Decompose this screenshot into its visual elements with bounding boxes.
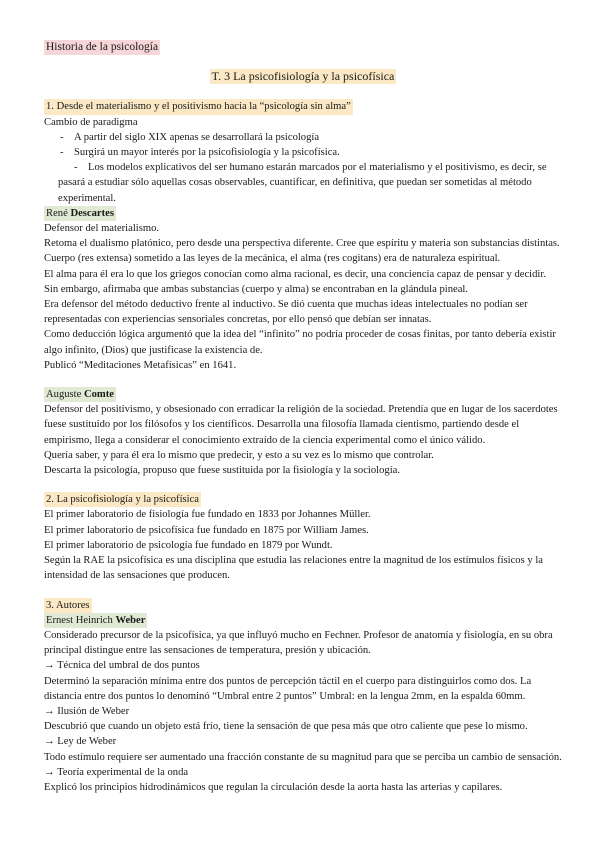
spacer xyxy=(44,478,562,492)
arrow-item-title xyxy=(44,734,562,749)
arrow-item-title xyxy=(44,704,562,719)
person-last-name: Weber xyxy=(115,614,146,626)
document-subtitle: T. 3 La psicofisiología y la psicofísica xyxy=(211,69,395,84)
paragraph: Retoma el dualismo platónico, pero desde una perspectiva diferente. Cree que espíritu y materia son substancias distintas. Cuerpo (res extensa) sometido a las leyes de la mecánica, el alma (res cogitans) era de naturaleza espiritual. xyxy=(44,238,560,265)
spacer xyxy=(44,373,562,387)
item-title: Teoría experimental de la onda xyxy=(57,766,189,778)
paragraph: Era defensor del método deductivo frente al inductivo. Se dió cuenta que muchas ideas intelectuales no podían ser representadas con experiencias sensoriales concretas, por ello pensó que debían ser innatas. xyxy=(44,299,528,326)
paragraph: Quería saber, y para él era lo mismo que predecir, y esto a su vez es lo mismo que controlar. xyxy=(44,449,434,461)
paradigm-label: Cambio de paradigma xyxy=(44,116,138,128)
paragraph: Descubrió que cuando un objeto está frío, tiene la sensación de que pesa más que otro caliente que pese lo mismo. xyxy=(44,721,528,733)
list-item: - A partir del siglo XIX apenas se desarrollará la psicología xyxy=(60,130,562,145)
paragraph: El primer laboratorio de fisiología fue fundado en 1833 por Johannes Müller. xyxy=(44,509,371,521)
paragraph: Descarta la psicología, propuso que fuese sustituida por la fisiología y la sociología. xyxy=(44,465,400,477)
person-heading-comte xyxy=(44,387,116,402)
section-3-heading: 3. Autores xyxy=(44,598,92,613)
paragraph: Publicó “Meditaciones Metafísicas” en 1641. xyxy=(44,359,237,371)
list-item: - Surgirá un mayor interés por la psicofisiología y la psicofísica. xyxy=(60,145,562,160)
person-first-name: Ernest Heinrich xyxy=(46,614,113,626)
list-item: - Los modelos explicativos del ser humano estarán marcados por el materialismo y el positivismo, es decir, se pasará a estudiar sólo aquellas cosas observables, cuantificar, en definitiva, que puedan ser sometidas al método experimental. xyxy=(44,160,562,206)
person-first-name: Auguste xyxy=(46,389,82,401)
spacer xyxy=(44,584,562,598)
paragraph: Según la RAE la psicofísica es una disciplina que estudia las relaciones entre la magnitud de los estímulos físicos y la intensidad de las sensaciones que producen. xyxy=(44,555,543,582)
item-title: Técnica del umbral de dos puntos xyxy=(57,660,200,672)
subtitle-wrap xyxy=(44,69,562,85)
section-1-heading: 1. Desde el materialismo y el positivismo hacia la “psicología sin alma” xyxy=(44,99,353,114)
paragraph: Defensor del positivismo, y obsesionado con erradicar la religión de la sociedad. Pretendía que en lugar de los sacerdotes fuese sustituido por los filósofos y los científicos. Desarrolla una filosofía llamada cientismo, partiendo desde el empirismo, llega a considerar el conocimiento extraído de la ciencia experimental como el único válido. xyxy=(44,404,558,446)
item-title: Ilusión de Weber xyxy=(57,705,130,717)
paragraph: Considerado precursor de la psicofísica, ya que influyó mucho en Fechner. Profesor de anatomía y fisiología, en su obra principal distingue entre las sensaciones de temperatura, presión y ubicación. xyxy=(44,629,553,657)
arrow-item-title xyxy=(44,658,562,673)
paragraph: Defensor del materialismo. xyxy=(44,223,160,235)
paragraph: El primer laboratorio de psicología fue fundado en 1879 por Wundt. xyxy=(44,539,333,551)
person-first-name: René xyxy=(46,207,68,219)
paradigm-list xyxy=(44,130,562,206)
person-heading-descartes xyxy=(44,206,116,221)
document-body xyxy=(44,40,562,795)
item-title: Ley de Weber xyxy=(57,736,117,748)
paragraph: Como deducción lógica argumentó que la idea del “infinito” no podría proceder de cosas finitas, por tanto debería existir algo infinito, (Dios) que justificase la existencia de. xyxy=(44,329,556,356)
arrow-item-title xyxy=(44,765,562,780)
paragraph: Explicó los principios hidrodinámicos que regulan la circulación desde la aorta hasta las arterias y capilares. xyxy=(44,781,503,793)
paragraph: Determinó la separación mínima entre dos puntos de percepción táctil en el cuerpo para distinguirlos como dos. La distancia entre dos puntos lo denominó “Umbral entre 2 puntos” Umbral: en la lengua 2mm, en la espalda 60mm. xyxy=(44,675,532,702)
person-last-name: Comte xyxy=(83,389,114,401)
document-title: Historia de la psicología xyxy=(44,40,160,55)
section-2-heading: 2. La psicofisiología y la psicofísica xyxy=(44,492,201,507)
person-last-name: Descartes xyxy=(70,207,114,219)
paragraph: El primer laboratorio de psicofísica fue fundado en 1875 por William James. xyxy=(44,524,369,536)
paragraph: El alma para él era lo que los griegos conocían como alma racional, es decir, una conciencia capaz de pensar y decidir. Sin embargo, afirmaba que ambas substancias (cuerpo y alma) se encontraban en la glándula pineal. xyxy=(44,268,546,295)
paragraph: Todo estímulo requiere ser aumentado una fracción constante de su magnitud para que se perciba un cambio de sensación. xyxy=(44,751,562,763)
person-heading-weber xyxy=(44,613,147,628)
